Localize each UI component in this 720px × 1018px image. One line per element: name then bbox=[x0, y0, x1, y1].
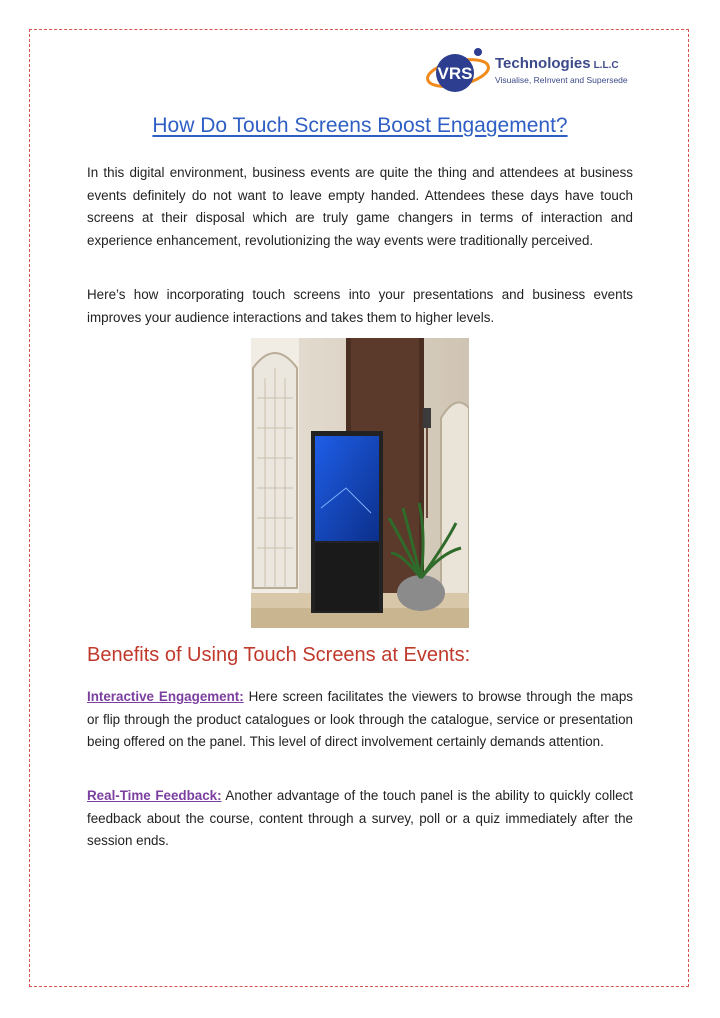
touch-screen-photo bbox=[251, 338, 469, 628]
intro-paragraph: In this digital environment, business events are quite the thing and attendees at business events definitely do not want to leave empty handed. Attendees these days have touch screens at their disposal which are truly game changers in terms of interaction and experience enhancement, revolutionizing the way events were traditionally perceived. bbox=[87, 165, 633, 248]
benefit-label: Real-Time Feedback: bbox=[87, 788, 222, 803]
benefit-interactive-engagement bbox=[87, 686, 633, 754]
logo-company-text: Technologies bbox=[495, 55, 591, 72]
benefit-label: Interactive Engagement: bbox=[87, 689, 244, 704]
logo-company-name bbox=[495, 55, 619, 72]
benefit-real-time-feedback bbox=[87, 785, 633, 853]
benefit-text: Another advantage of the touch panel is the ability to quickly collect feedback about the course, content through a survey, poll or a quiz immediately after the session ends. bbox=[87, 788, 634, 849]
logo-suffix: L.L.C bbox=[593, 60, 619, 71]
company-logo bbox=[425, 43, 645, 103]
vrs-logo-icon bbox=[425, 43, 495, 103]
page-title: How Do Touch Screens Boost Engagement? bbox=[152, 114, 568, 137]
benefit-text: Here screen facilitates the viewers to browse through the maps or flip through the product catalogues or look through the catalogue, service or presentation being offered on the panel. This level of direct involvement certainly demands attention. bbox=[87, 689, 633, 750]
logo-mark-text: VRS bbox=[437, 64, 473, 83]
logo-tagline: Visualise, ReInvent and Supersede bbox=[495, 75, 628, 85]
second-paragraph: Here’s how incorporating touch screens into your presentations and business events improves your audience interactions and takes them to higher levels. bbox=[87, 287, 633, 325]
kiosk-image-icon bbox=[251, 338, 469, 628]
benefits-heading: Benefits of Using Touch Screens at Events: bbox=[87, 644, 471, 666]
